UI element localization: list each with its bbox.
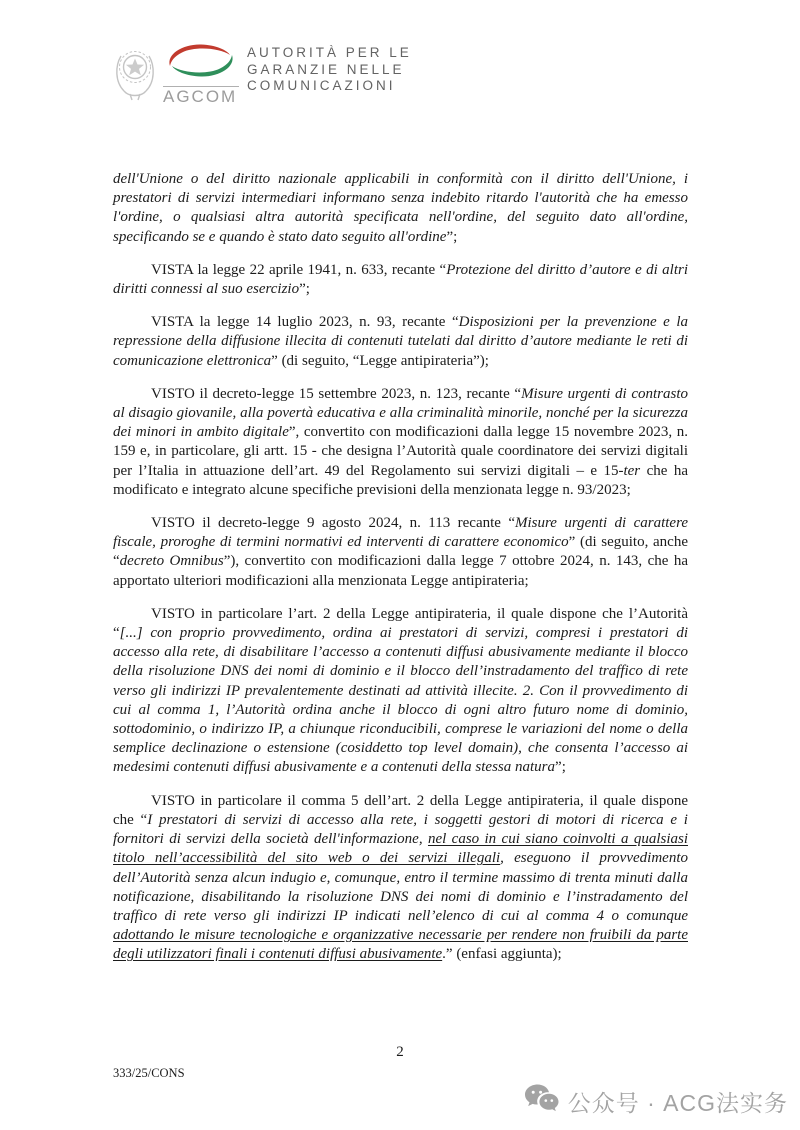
text-segment: ”; — [299, 281, 310, 298]
text-segment: ”; — [446, 228, 458, 245]
org-name-line-2: GARANZIE NELLE — [247, 61, 405, 77]
paragraph — [113, 385, 688, 500]
text-segment: Disposizioni per la prevenzione e la repressione della diffusione illecita di contenuti tutelati dal diritto d’autore mediante le reti di comunicazione elettronica — [113, 314, 689, 369]
agcom-logo — [113, 42, 412, 107]
document-reference: 333/25/CONS — [113, 1066, 185, 1080]
text-segment: [...] con proprio provvedimento, ordina ai prestatori di servizi, compresi i prestatori di accesso alla rete, di disabilitare l’accesso a contenuti diffusi abusivamente mediante il blocco della risoluzione DNS dei nomi di dominio e il blocco dell’instradamento del traffico di rete verso gli indirizzi IP prevalentemente destinati ad attività illecite. 2. Con il provvedimento di cui al comma 1, l’Autorità ordina anche il blocco di ogni altro futuro nome di dominio, sottodominio, o indirizzo IP, a chiunque riconducibili, comprese le variazioni del nome o della semplice declinazione o estensione (cosiddetto top level domain), che consenta l’accesso ai medesimi contenuti diffusi abusivamente e a contenuti della stessa natura — [113, 625, 688, 776]
org-name-line-3: COMUNICAZIONI — [247, 78, 396, 93]
logo-divider — [163, 86, 239, 106]
paragraph — [113, 261, 688, 299]
text-segment: VISTA la legge 22 aprile 1941, n. 633, recante “ — [151, 261, 447, 278]
text-segment: , eseguono il provvedimento dell’Autorità senza alcun indugio e, comunque, entro il termine massimo di trenta minuti dalla notificazione, disabilitando la risoluzione DNS dei nomi di dominio e l’instradamento del traffico di rete verso gli indirizzi IP indicati nell’elenco di cui al comma 4 o comunque — [113, 850, 688, 924]
text-segment: VISTO il decreto-legge 9 agosto 2024, n. 113 recante “ — [151, 515, 515, 532]
text-segment: Protezione del diritto d’autore e di altri diritti connessi al suo esercizio — [113, 261, 689, 298]
page-number: 2 — [396, 1044, 404, 1060]
watermark — [524, 1083, 788, 1120]
text-segment: VISTO in particolare il comma 5 dell’art. 2 della Legge antipirateria, il quale dispone che “ — [113, 792, 688, 828]
text-segment: ”), convertito con modificazioni dalla legge 7 ottobre 2024, n. 143, che ha apportato ulteriori modificazioni alla menzionata Legge antipirateria; — [113, 553, 688, 589]
document-body — [113, 170, 688, 979]
text-segment: .” (enfasi aggiunta); — [442, 946, 562, 963]
text-segment: che ha modificato e integrato alcune specifiche previsioni della menzionata legge n. 93/2023; — [113, 462, 688, 498]
wechat-icon — [524, 1083, 560, 1120]
text-segment: Misure urgenti di contrasto al disagio giovanile, alla povertà educativa e alla criminalità minorile, nonché per la sicurezza dei minori in ambito digitale — [113, 385, 689, 441]
text-segment: ” (di seguito, anche “ — [113, 534, 688, 570]
text-segment: I prestatori di servizi di accesso alla rete, i soggetti gestori di motori di ricerca e i fornitori di servizi della società dell'informazione, — [113, 811, 688, 848]
text-segment: ”; — [555, 759, 566, 776]
text-segment: ”, convertito con modificazioni dalla legge 15 novembre 2023, n. 159 e, in particolare, gli artt. 15 - che designa l’Autorità quale coordinatore dei servizi digitali per l’Italia in attuazione dell’art. 49 del Regolamento sui servizi digitali – e 15- — [113, 424, 689, 479]
paragraph — [113, 514, 688, 591]
agcom-swoosh-icon — [163, 67, 239, 84]
text-segment: VISTO il decreto-legge 15 settembre 2023, n. 123, recante “ — [151, 385, 522, 402]
text-segment: VISTA la legge 14 luglio 2023, n. 93, recante “ — [151, 314, 459, 331]
text-segment: Misure urgenti di carattere fiscale, proroghe di termini normativi ed interventi di carattere economico — [113, 515, 689, 551]
org-name — [247, 45, 412, 95]
watermark-text: 公众号 · ACG法实务 — [567, 1090, 788, 1116]
paragraph — [113, 313, 688, 371]
text-segment: ter — [623, 462, 641, 479]
agcom-abbrev: AGCOM — [163, 87, 238, 106]
text-segment: VISTO in particolare l’art. 2 della Legge antipirateria, il quale dispone che l’Autorità “ — [113, 605, 688, 642]
paragraph — [113, 605, 688, 778]
paragraph — [113, 170, 688, 247]
text-segment: dell'Unione o del diritto nazionale applicabili in conformità con il diritto dell'Unione, i prestatori di servizi intermediari informano senza indebito ritardo l'autorità che ha emesso l'ordine, o qualsiasi altra autorità specificata nell'ordine, del seguito dato all'ordine, specificando se e quando è stato dato seguito all'ordine — [113, 171, 688, 245]
text-segment: ” (di seguito, “Legge antipirateria”); — [271, 352, 489, 369]
italy-emblem-icon — [113, 44, 157, 107]
text-segment: decreto Omnibus — [119, 553, 224, 570]
paragraph — [113, 792, 688, 965]
text-segment: nel caso in cui siano coinvolti a qualsiasi titolo nell’accessibilità del sito web o dei servizi illegali — [113, 831, 688, 867]
org-name-line-1: AUTORITÀ PER LE — [247, 45, 412, 60]
text-segment: adottando le misure tecnologiche e organizzative necessarie per rendere non fruibili da parte degli utilizzatori finali i contenuti diffusi abusivamente — [113, 927, 688, 963]
